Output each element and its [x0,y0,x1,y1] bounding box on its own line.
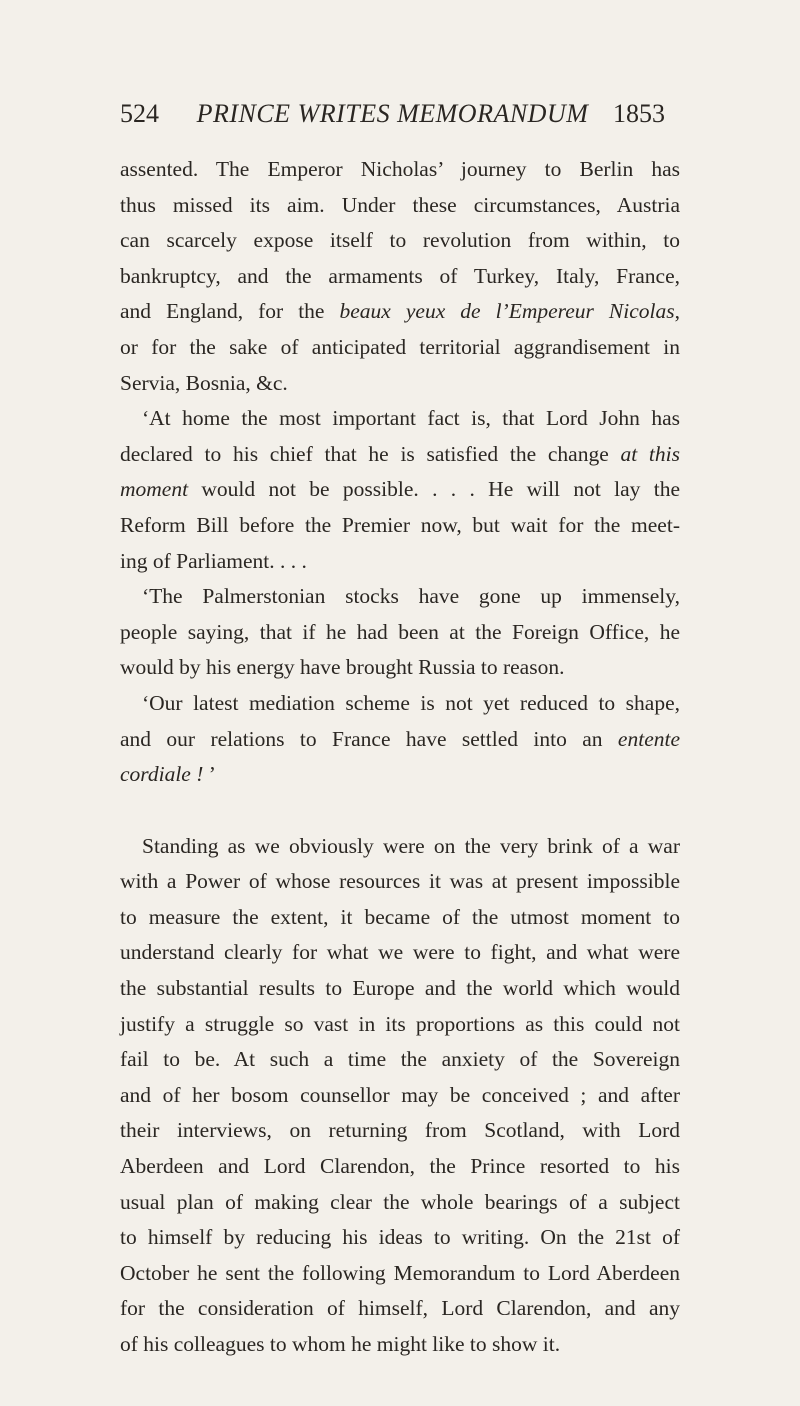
text-line: or for the sake of anticipated territorial aggrandisement in [120,334,680,359]
text-line: ‘Our latest mediation scheme is not yet reduced to shape, [142,690,680,715]
text-line: ing of Parliament. . . . [120,548,307,573]
text-line: ‘At home the most important fact is, that Lord John has [142,406,680,431]
text-line: cordiale ! ’ [120,762,216,787]
section-gap [120,793,680,829]
body-text [120,152,680,1363]
text-line: usual plan of making clear the whole bearings of a subject [120,1189,680,1214]
text-line: and our relations to France have settled into an entente [120,726,680,751]
text-line: of his colleagues to whom he might like to show it. [120,1332,561,1356]
text-line: fail to be. At such a time the anxiety of the Sovereign [120,1047,680,1072]
header-year: 1853 [613,99,665,128]
text-line: to measure the extent, it became of the utmost moment to [120,904,680,929]
text-line: Standing as we obviously were on the very brink of a war [142,833,680,858]
text-line: for the consideration of himself, Lord Clarendon, and any [120,1296,680,1321]
text-line: ‘The Palmerstonian stocks have gone up immensely, [142,584,680,609]
text-line: people saying, that if he had been at the Foreign Office, he [120,619,680,644]
text-line: to himself by reducing his ideas to writing. On the 21st of [120,1225,680,1250]
text-line: their interviews, on returning from Scotland, with Lord [120,1118,680,1143]
text-line: justify a struggle so vast in its proportions as this could not [120,1011,680,1036]
text-line: thus missed its aim. Under these circumstances, Austria [120,192,680,217]
text-line: bankruptcy, and the armaments of Turkey, Italy, France, [120,263,680,288]
text-line: can scarcely expose itself to revolution from within, to [120,228,680,253]
running-head: PRINCE WRITES MEMORANDUM [196,99,589,128]
page-number: 524 [120,99,159,128]
text-line: understand clearly for what we were to fight, and what were [120,940,680,965]
text-line: moment would not be possible. . . . He will not lay the [120,477,680,502]
text-line: and England, for the beaux yeux de l’Empereur Nicolas, [120,299,680,324]
text-line: Aberdeen and Lord Clarendon, the Prince resorted to his [120,1154,680,1179]
text-line: Servia, Bosnia, &c. [120,370,288,395]
text-line: October he sent the following Memorandum to Lord Aberdeen [120,1260,680,1285]
page-header [120,97,665,131]
text-line: with a Power of whose resources it was at present impossible [120,869,680,894]
text-line: declared to his chief that he is satisfied the change at this [120,441,680,466]
text-line: would by his energy have brought Russia to reason. [120,655,565,680]
text-line: the substantial results to Europe and the world which would [120,976,680,1001]
text-line: Reform Bill before the Premier now, but wait for the meet- [120,512,680,537]
text-line: and of her bosom counsellor may be conceived ; and after [120,1082,680,1107]
text-line: assented. The Emperor Nicholas’ journey to Berlin has [120,157,680,181]
